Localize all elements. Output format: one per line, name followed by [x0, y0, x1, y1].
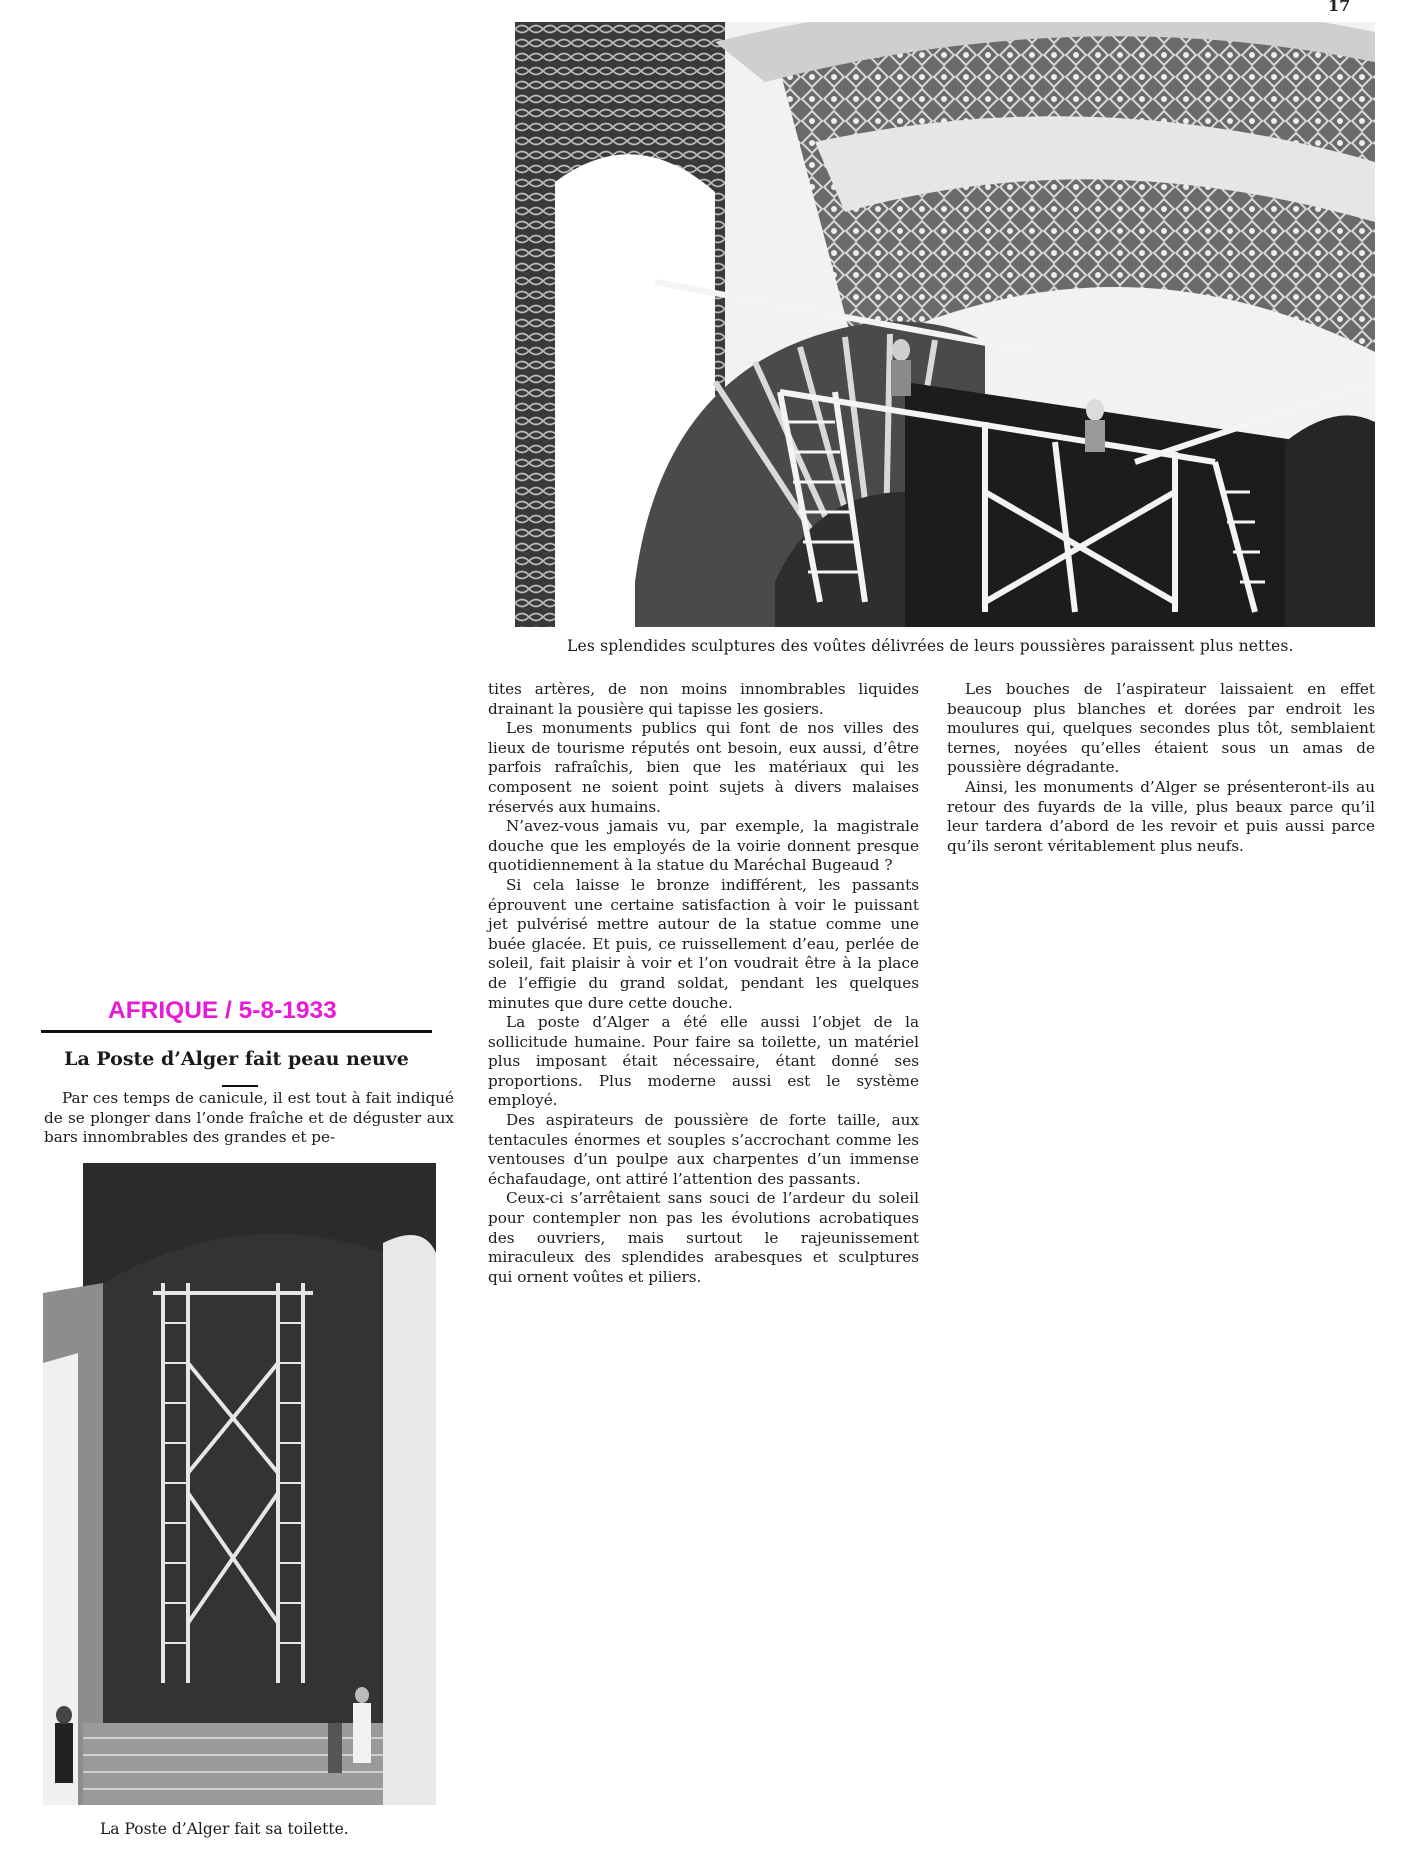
article-paragraph: Si cela laisse le bronze indifférent, les passants éprouvent une certaine satisfaction à voir le puissant jet pulvérisé mettre autour de la statue comme une buée glacée. Et puis, ce ruissellement d’eau, perlée de soleil, fait plaisir à voir et l’on voudrait être à la place de l’effigie du grand soldat, pendant les quelques minutes que dure cette douche.: [488, 875, 919, 1012]
article-headline: La Poste d’Alger fait peau neuve: [64, 1048, 409, 1070]
archive-stamp: AFRIQUE / 5-8-1933: [108, 997, 337, 1024]
article-column-2: [488, 680, 919, 1287]
article-column-3: [947, 680, 1375, 856]
article-paragraph: Les bouches de l’aspirateur laissaient en effet beaucoup plus blanches et dorées par endroit les moulures qui, quelques secondes plus tôt, semblaient ternes, noyées qu’elles étaient sous un amas de poussière dégradante.: [947, 680, 1375, 777]
article-paragraph: Ceux-ci s’arrêtaient sans souci de l’ardeur du soleil pour contempler non pas les évolutions acrobatiques des ouvriers, mais surtout le rajeunissement miraculeux des splendides arabesques et sculptures qui ornent voûtes et piliers.: [488, 1189, 919, 1286]
article-column-1: [44, 1089, 454, 1148]
vault-photo-caption: Les splendides sculptures des voûtes délivrées de leurs poussières paraissent plus nettes.: [567, 637, 1294, 655]
headline-rule: [41, 1030, 432, 1033]
headline-divider: [222, 1085, 258, 1087]
article-paragraph: N’avez-vous jamais vu, par exemple, la magistrale douche que les employés de la voirie donnent presque quotidiennement à la statue du Maréchal Bugeaud ?: [488, 817, 919, 875]
page-corner-mark: 17: [1328, 0, 1351, 15]
article-paragraph: Les monuments publics qui font de nos villes des lieux de tourisme réputés ont besoin, eux aussi, d’être parfois rafraîchis, bien que les matériaux qui les composent ne soient point sujets à divers malaises réservés aux humains.: [488, 719, 919, 816]
article-paragraph: Par ces temps de canicule, il est tout à fait indiqué de se plonger dans l’onde fraîche et de déguster aux bars innombrables des grandes et pe-: [44, 1089, 454, 1147]
article-paragraph: Ainsi, les monuments d’Alger se présenteront-ils au retour des fuyards de la ville, plus beaux parce qu’il leur tardera d’abord de les revoir et puis aussi parce qu’ils seront véritablement plus neufs.: [947, 777, 1375, 855]
article-paragraph: Des aspirateurs de poussière de forte taille, aux tentacules énormes et souples s’accrochant comme les ventouses d’un poulpe aux charpentes d’un immense échafaudage, ont attiré l’attention des passants.: [488, 1111, 919, 1188]
post-office-photo: [43, 1163, 436, 1805]
article-paragraph: tites artères, de non moins innombrables liquides drainant la pousière qui tapisse les gosiers.: [488, 680, 919, 718]
vault-photo: [515, 22, 1375, 627]
article-paragraph: La poste d’Alger a été elle aussi l’objet de la sollicitude humaine. Pour faire sa toilette, un matériel plus imposant était nécessaire, étant donné ses proportions. Plus moderne aussi est le système employé.: [488, 1013, 919, 1110]
post-office-photo-caption: La Poste d’Alger fait sa toilette.: [100, 1820, 349, 1838]
